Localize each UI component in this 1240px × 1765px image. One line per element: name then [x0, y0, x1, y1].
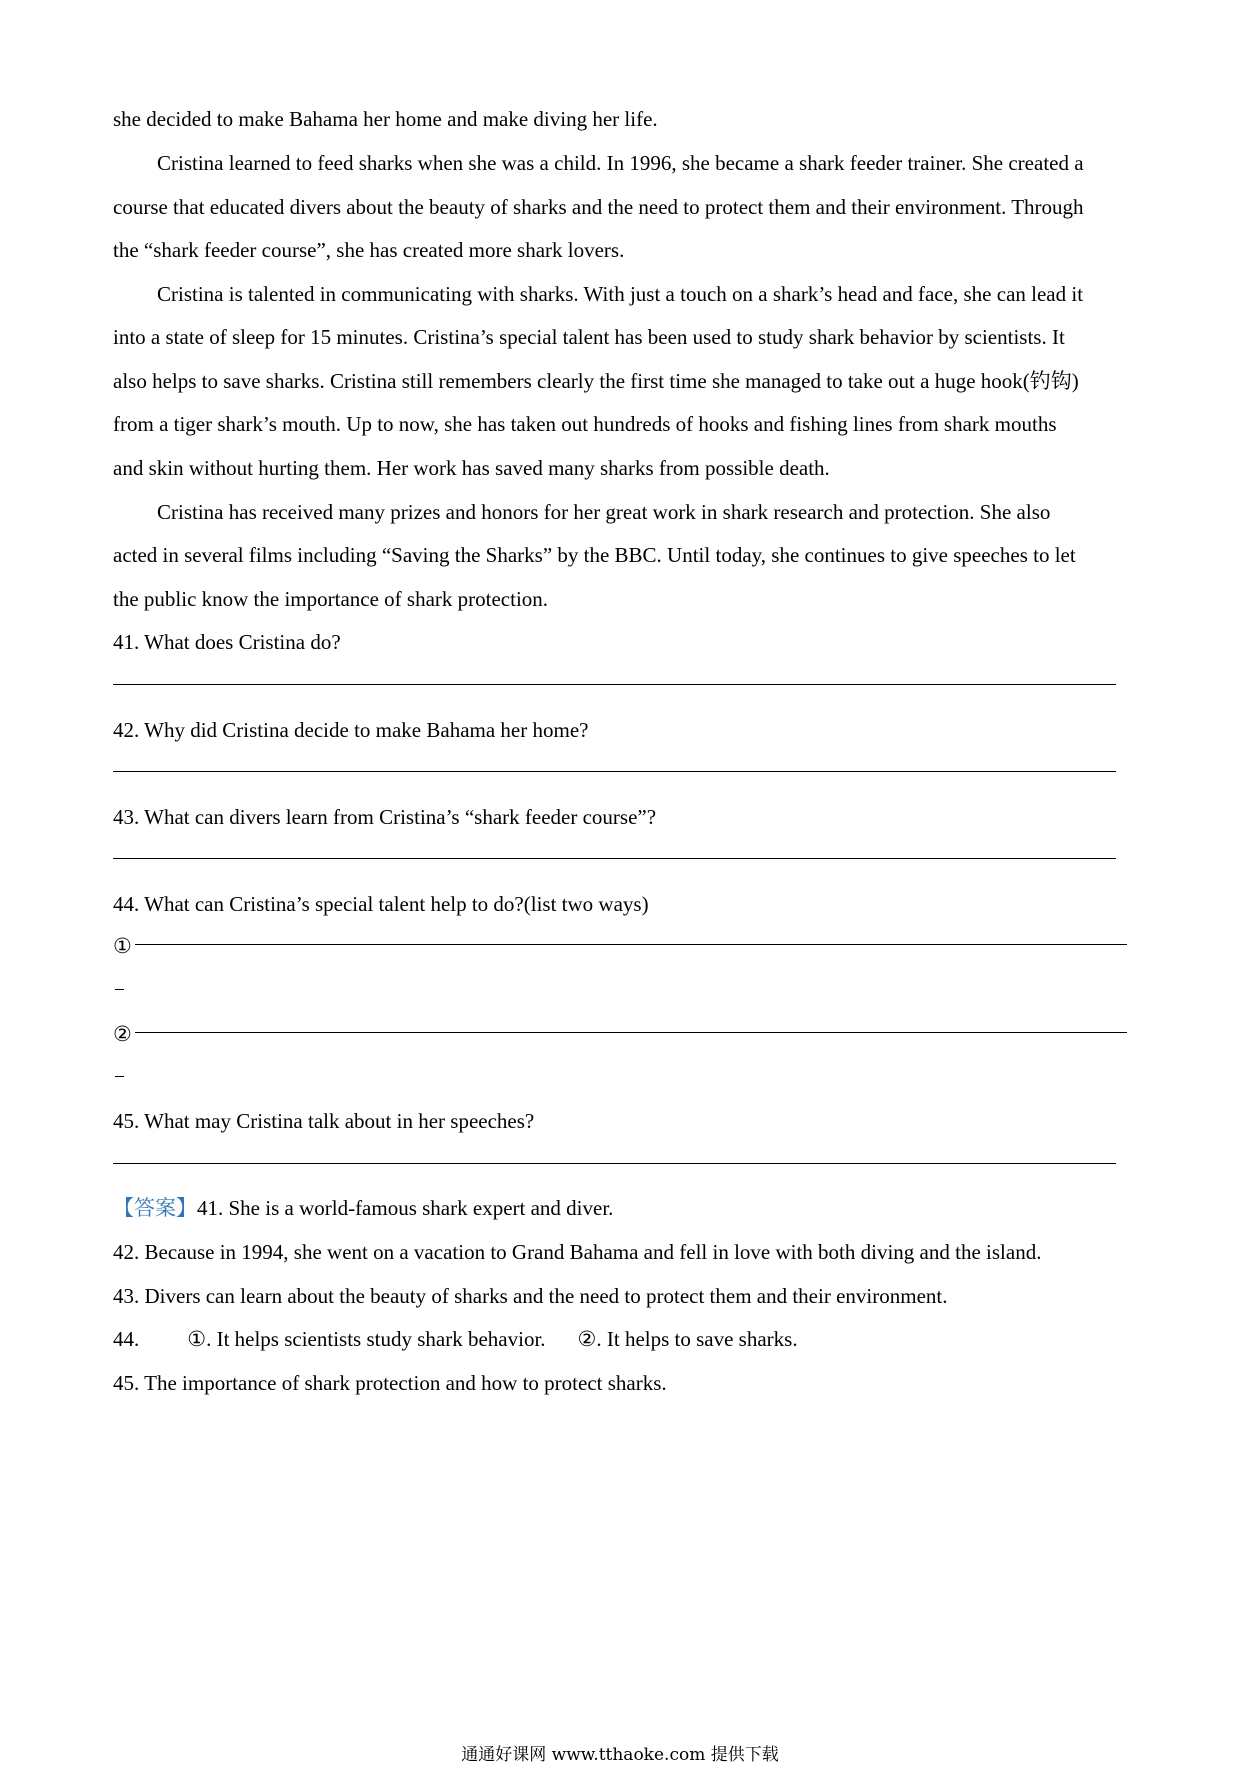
answer-line-44-2[interactable]: [135, 1032, 1127, 1033]
answer-44-part1: ①. It helps scientists study shark behavior.: [187, 1327, 546, 1351]
passage-line: into a state of sleep for 15 minutes. Cristina’s special talent has been used to study shark behavior by scientists. It: [113, 325, 1065, 349]
passage-line: and skin without hurting them. Her work has saved many sharks from possible death.: [113, 456, 830, 480]
passage-line: the “shark feeder course”, she has created more shark lovers.: [113, 238, 625, 262]
passage-line: also helps to save sharks. Cristina still remembers clearly the first time she managed to take out a huge hook(钓钩): [113, 369, 1079, 393]
passage-line: acted in several films including “Saving the Sharks” by the BBC. Until today, she continues to give speeches to let: [113, 543, 1076, 567]
answer-line-45[interactable]: [113, 1163, 1116, 1164]
dash-mark: [115, 989, 124, 990]
answer-44-part2: ②. It helps to save sharks.: [577, 1327, 798, 1351]
passage-line: she decided to make Bahama her home and make diving her life.: [113, 107, 658, 131]
dash-mark: [115, 1076, 124, 1077]
answer-41-text: 41. She is a world-famous shark expert and diver.: [197, 1196, 614, 1220]
circled-one-marker: ①: [113, 934, 132, 958]
page-footer: 通通好课网 www.tthaoke.com 提供下载: [461, 1745, 779, 1765]
answer-line-44-1[interactable]: [135, 944, 1127, 945]
answer-line-42[interactable]: [113, 771, 1116, 772]
question-44: 44. What can Cristina’s special talent help to do?(list two ways): [113, 892, 649, 916]
passage-line: Cristina learned to feed sharks when she was a child. In 1996, she became a shark feeder trainer. She created a: [157, 151, 1084, 175]
answer-45: 45. The importance of shark protection and how to protect sharks.: [113, 1371, 667, 1395]
answer-44-number: 44.: [113, 1327, 140, 1351]
answer-42: 42. Because in 1994, she went on a vacation to Grand Bahama and fell in love with both diving and the island.: [113, 1240, 1042, 1264]
question-43: 43. What can divers learn from Cristina’s “shark feeder course”?: [113, 805, 657, 829]
passage-line: the public know the importance of shark protection.: [113, 587, 549, 611]
question-41: 41. What does Cristina do?: [113, 630, 341, 654]
answer-44: [113, 1326, 798, 1352]
answer-line-41[interactable]: [113, 684, 1116, 685]
answer-tag: 【答案】: [113, 1196, 197, 1220]
answer-43: 43. Divers can learn about the beauty of sharks and the need to protect them and their environment.: [113, 1284, 948, 1308]
passage-line: Cristina has received many prizes and honors for her great work in shark research and protection. She also: [157, 500, 1051, 524]
answer-41: [113, 1195, 613, 1221]
answer-line-43[interactable]: [113, 858, 1116, 859]
circled-two-marker: ②: [113, 1022, 132, 1046]
question-45: 45. What may Cristina talk about in her speeches?: [113, 1109, 535, 1133]
question-42: 42. Why did Cristina decide to make Bahama her home?: [113, 718, 589, 742]
passage-line: Cristina is talented in communicating with sharks. With just a touch on a shark’s head and face, she can lead it: [157, 282, 1084, 306]
passage-line: from a tiger shark’s mouth. Up to now, she has taken out hundreds of hooks and fishing lines from shark mouths: [113, 412, 1057, 436]
passage-line: course that educated divers about the beauty of sharks and the need to protect them and their environment. Through: [113, 195, 1084, 219]
